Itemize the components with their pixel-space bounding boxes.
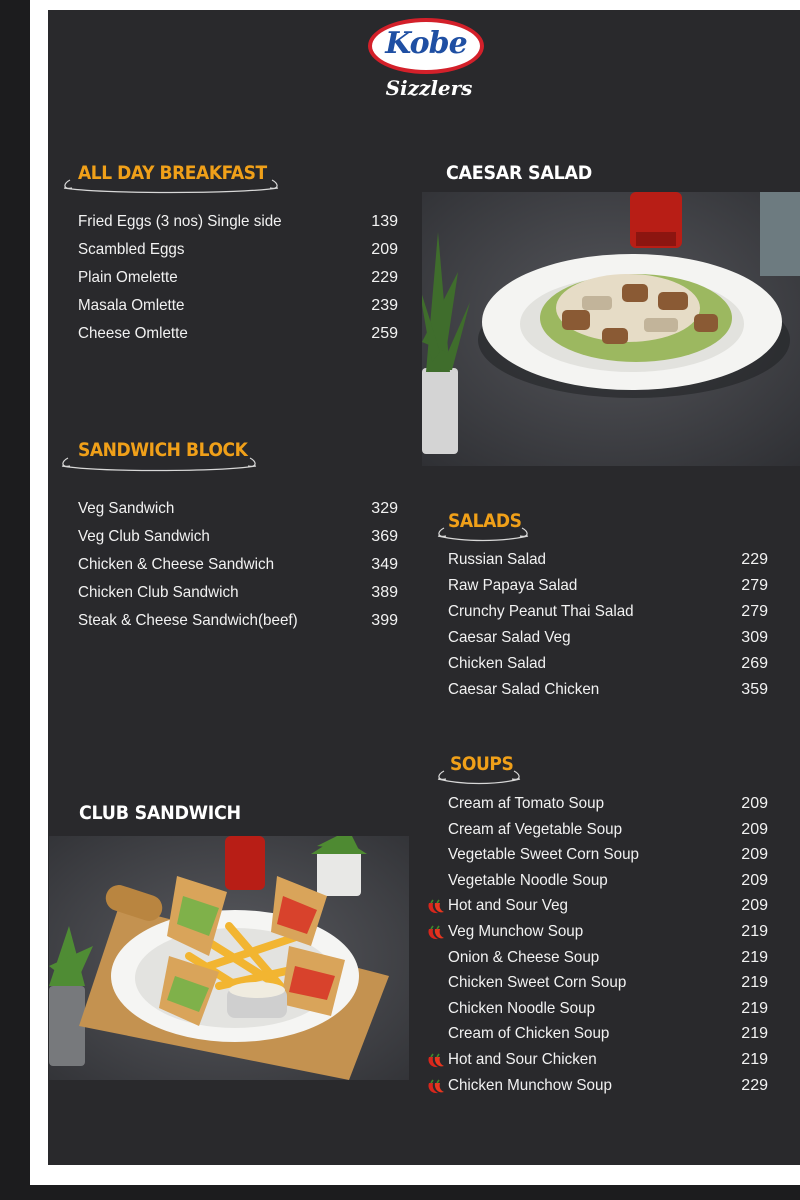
- breakfast-list: [78, 213, 398, 353]
- chili-pepper-icon: [426, 899, 446, 915]
- list-item: Chicken Sweet Corn Soup 219: [448, 974, 768, 992]
- list-item: Vegetable Noodle Soup 209: [448, 871, 768, 889]
- breakfast-title: ALL DAY BREAKFAST: [78, 162, 267, 184]
- list-item: Chicken Salad 269: [448, 655, 768, 672]
- club-sandwich-title: CLUB SANDWICH: [79, 802, 241, 824]
- salads-list: [448, 551, 768, 707]
- list-item: Raw Papaya Salad 279: [448, 577, 768, 594]
- list-item: Cream af Vegetable Soup 209: [448, 820, 768, 838]
- chili-pepper-icon: [426, 1053, 446, 1069]
- list-item: Caesar Salad Chicken 359: [448, 681, 768, 698]
- list-item: Cream of Chicken Soup 219: [448, 1025, 768, 1043]
- salads-title: SALADS: [448, 510, 522, 532]
- list-item: Veg Sandwich 329: [78, 500, 398, 517]
- list-item: Onion & Cheese Soup 219: [448, 948, 768, 966]
- caesar-salad-title: CAESAR SALAD: [446, 162, 592, 184]
- list-item: Hot and Sour Chicken 219: [448, 1051, 768, 1077]
- club-sandwich-photo: [49, 836, 409, 1080]
- sandwich-list: [78, 500, 398, 640]
- list-item: Fried Eggs (3 nos) Single side 139: [78, 213, 398, 230]
- list-item: Cream af Tomato Soup 209: [448, 795, 768, 812]
- chili-pepper-icon: [426, 925, 446, 941]
- list-item: Russian Salad 229: [448, 551, 768, 568]
- list-item: Steak & Cheese Sandwich(beef) 399: [78, 612, 398, 629]
- list-item: Chicken Noodle Soup 219: [448, 999, 768, 1017]
- logo-text: Kobe: [385, 26, 467, 61]
- list-item: Hot and Sour Veg 209: [448, 897, 768, 923]
- list-item: Cheese Omlette 259: [78, 325, 398, 342]
- caesar-salad-photo: [422, 192, 800, 466]
- list-item: Caesar Salad Veg 309: [448, 629, 768, 646]
- breakfast-title-swash-icon: [60, 174, 282, 194]
- list-item: Plain Omelette 229: [78, 269, 398, 286]
- caesar-salad-image: [422, 192, 800, 466]
- brand-logo: [368, 18, 486, 108]
- list-item: Chicken Munchow Soup 229: [448, 1077, 768, 1103]
- list-item: Crunchy Peanut Thai Salad 279: [448, 603, 768, 620]
- soups-title-swash-icon: [434, 765, 524, 785]
- sandwich-block-title: SANDWICH BLOCK: [78, 439, 248, 461]
- soups-title: SOUPS: [450, 753, 514, 775]
- sandwich-title-swash-icon: [58, 452, 260, 472]
- logo-subtext: Sizzlers: [385, 76, 473, 100]
- list-item: Scambled Eggs 209: [78, 241, 398, 258]
- list-item: Veg Munchow Soup 219: [448, 923, 768, 949]
- club-sandwich-image: [49, 836, 409, 1080]
- salads-title-swash-icon: [434, 522, 532, 542]
- list-item: Masala Omlette 239: [78, 297, 398, 314]
- list-item: Vegetable Sweet Corn Soup 209: [448, 846, 768, 864]
- list-item: Chicken & Cheese Sandwich 349: [78, 556, 398, 573]
- chili-pepper-icon: [426, 1079, 446, 1095]
- list-item: Veg Club Sandwich 369: [78, 528, 398, 545]
- list-item: Chicken Club Sandwich 389: [78, 584, 398, 601]
- soups-list: [448, 795, 768, 1102]
